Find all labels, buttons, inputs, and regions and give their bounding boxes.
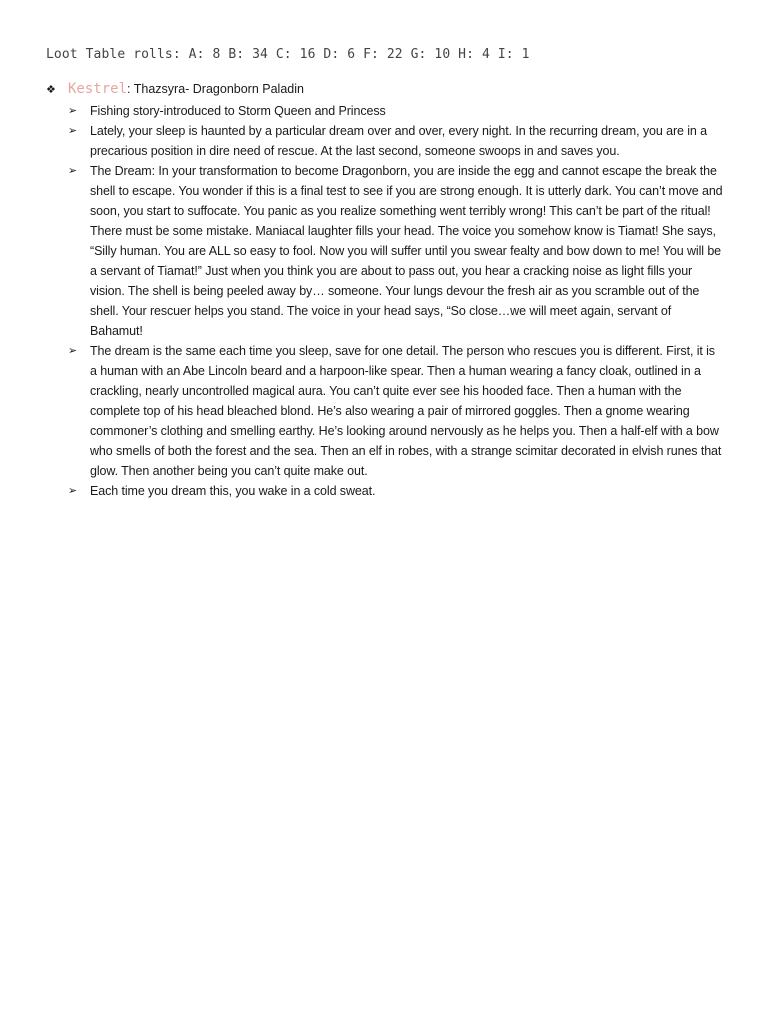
list-item	[68, 341, 724, 481]
list-item-text: Fishing story-introduced to Storm Queen and Princess	[90, 104, 386, 118]
diamond-bullet-icon: ❖	[46, 83, 56, 96]
arrow-bullet-icon: ➢	[68, 344, 78, 357]
list-item	[68, 121, 724, 161]
character-heading	[46, 79, 736, 100]
character-name: Kestrel	[68, 81, 128, 97]
list-item-text: The Dream: In your transformation to become Dragonborn, you are inside the egg and cannot escape the break the shell to escape. You wonder if this is a final test to see if you are strong enough. It is utterly dark. You can’t move and soon, you start to suffocate. You panic as you realize something went terribly wrong! This can’t be part of the ritual! There must be some mistake. Maniacal laughter fills your head. The voice you somehow know is Tiamat! She says, “Silly human. You are ALL so easy to fool. Now you will suffer until you swear fealty and bow down to me! You will be a servant of Tiamat!” Just when you think you are about to pass out, you hear a cracking noise as light fills your vision. The shell is being peeled away by… someone. Your lungs devour the fresh air as you scramble out of the shell. Your rescuer helps you stand. The voice in your head says, “So close…we will meet again, servant of Bahamut!	[90, 164, 723, 338]
list-item-text: The dream is the same each time you sleep, save for one detail. The person who rescues you is different. First, it is a human with an Abe Lincoln beard and a harpoon-like spear. Then a human wearing a fancy cloak, outlined in a crackling, nearly uncontrolled magical aura. You can’t quite ever see his hooded face. Then a human with the complete top of his head bleached blond. He’s also wearing a pair of mirrored goggles. Then a gnome wearing commoner’s clothing and smelling earthy. He’s looking around nervously as he helps you. Then a half-elf with a bow who smells of both the forest and the sea. Then an elf in robes, with a strange scimitar decorated in elvish runes that glow. Then another being you can’t quite make out.	[90, 344, 722, 478]
arrow-bullet-icon: ➢	[68, 104, 78, 117]
arrow-bullet-icon: ➢	[68, 484, 78, 497]
arrow-bullet-icon: ➢	[68, 164, 78, 177]
character-description: : Thazsyra- Dragonborn Paladin	[127, 82, 304, 96]
list-item-text: Lately, your sleep is haunted by a particular dream over and over, every night. In the recurring dream, you are in a precarious position in dire need of rescue. At the last second, someone swoops in and saves you.	[90, 124, 707, 158]
list-item-text: Each time you dream this, you wake in a cold sweat.	[90, 484, 376, 498]
loot-table-rolls: Loot Table rolls: A: 8 B: 34 C: 16 D: 6 F: 22 G: 10 H: 4 I: 1	[46, 47, 530, 62]
list-item	[68, 161, 724, 341]
arrow-bullet-icon: ➢	[68, 124, 78, 137]
list-item	[68, 481, 724, 501]
story-notes-list	[68, 101, 724, 501]
list-item	[68, 101, 724, 121]
